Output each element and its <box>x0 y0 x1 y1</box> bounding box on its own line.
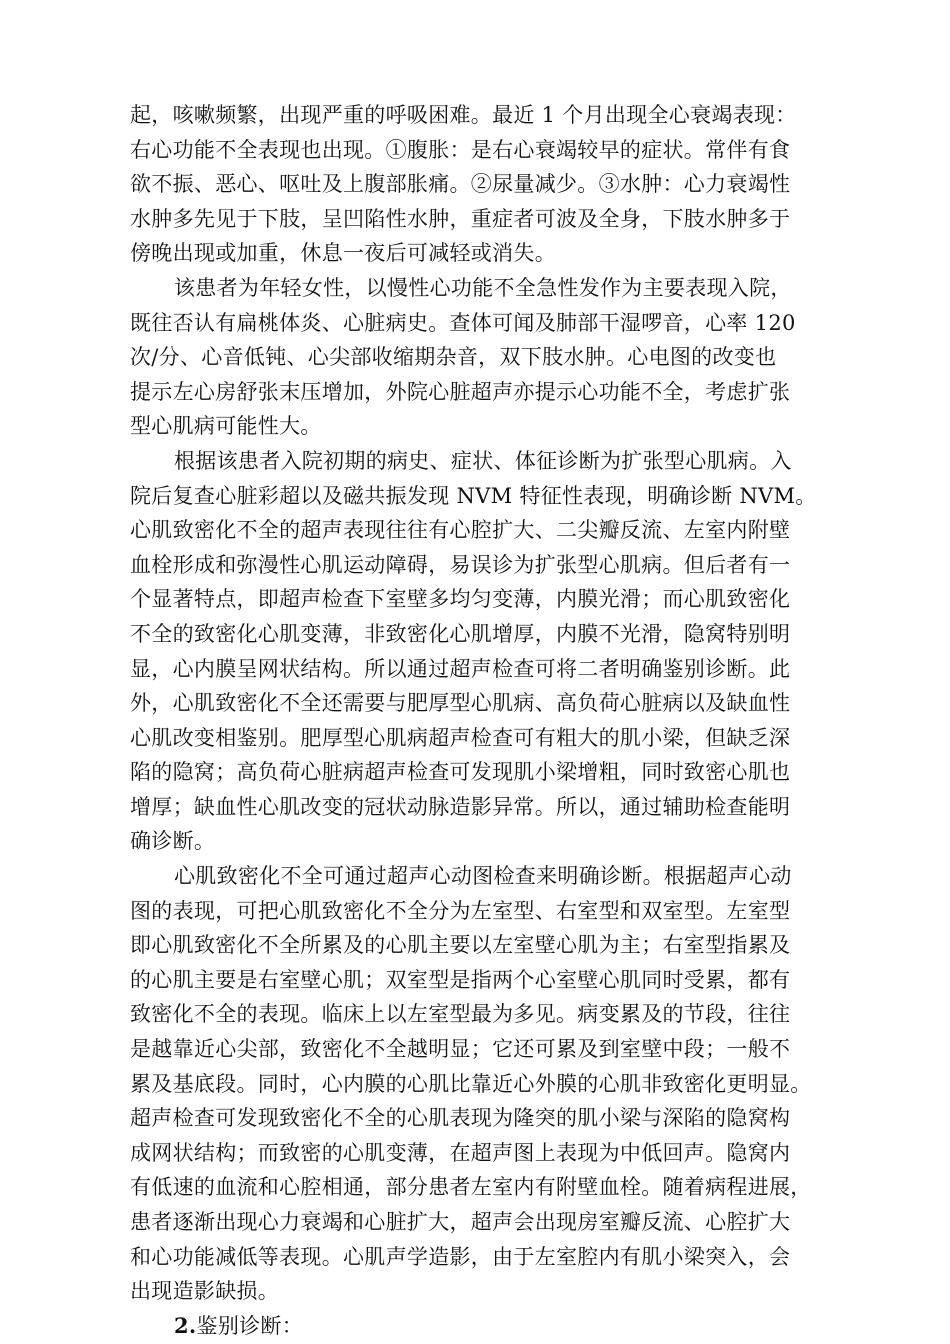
text-line: 欲不振、恶心、呕吐及上腹部胀痛。②尿量减少。③水肿：心力衰竭性 <box>130 172 791 197</box>
text-line: 即心肌致密化不全所累及的心肌主要以左室壁心肌为主；右室型指累及 <box>130 933 791 958</box>
paragraph-1 <box>130 98 830 271</box>
text-line: 陷的隐窝；高负荷心脏病超声检查可发现肌小梁增粗，同时致密心肌也 <box>130 760 791 785</box>
text-line: 院后复查心脏彩超以及磁共振发现 NVM 特征性表现，明确诊断 NVM。 <box>130 483 817 508</box>
text-line: 外，心肌致密化不全还需要与肥厚型心肌病、高负荷心脏病以及缺血性 <box>130 691 791 716</box>
document-body <box>130 98 830 1343</box>
text-line: 水肿多先见于下肢，呈凹陷性水肿，重症者可波及全身，下肢水肿多于 <box>130 206 791 231</box>
text-line: 出现造影缺损。 <box>130 1279 280 1304</box>
text-line: 起，咳嗽频繁，出现严重的呼吸困难。最近 1 个月出现全心衰竭表现： <box>130 103 797 127</box>
text-line: 型心肌病可能性大。 <box>130 414 322 439</box>
paragraph-3 <box>130 444 830 859</box>
paragraph-4 <box>130 859 830 1309</box>
text-line: 血栓形成和弥漫性心肌运动障碍，易误诊为扩张型心肌病。但后者有一 <box>130 552 791 577</box>
text-line: 的心肌主要是右室壁心肌；双室型是指两个心室壁心肌同时受累，都有 <box>130 967 791 992</box>
text-line: 患者逐渐出现心力衰竭和心脏扩大，超声会出现房室瓣反流、心腔扩大 <box>130 1210 791 1234</box>
text-line: 个显著特点，即超声检查下室壁多均匀变薄，内膜光滑；而心肌致密化 <box>130 587 791 612</box>
text-line: 是越靠近心尖部，致密化不全越明显；它还可累及到室壁中段；一般不 <box>130 1037 791 1062</box>
section-number: 2. <box>174 1312 197 1338</box>
text-line: 次/分、心音低钝、心尖部收缩期杂音，双下肢水肿。心电图的改变也 <box>130 345 777 370</box>
text-line: 图的表现，可把心肌致密化不全分为左室型、右室型和双室型。左室型 <box>130 898 791 923</box>
text-line: 心肌改变相鉴别。肥厚型心肌病超声检查可有粗大的肌小梁，但缺乏深 <box>130 725 791 750</box>
text-line: 右心功能不全表现也出现。①腹胀：是右心衰竭较早的症状。常伴有食 <box>130 137 791 162</box>
text-line: 和心功能减低等表现。心肌声学造影，由于左室腔内有肌小梁突入，会 <box>130 1244 791 1269</box>
text-line: 根据该患者入院初期的病史、症状、体征诊断为扩张型心肌病。入 <box>174 448 792 473</box>
text-line: 增厚；缺血性心肌改变的冠状动脉造影异常。所以，通过辅助检查能明 <box>130 794 791 819</box>
text-line: 有低速的血流和心腔相通，部分患者左室内有附壁血栓。随着病程进展， <box>130 1175 812 1200</box>
text-line: 该患者为年轻女性，以慢性心功能不全急性发作为主要表现入院， <box>174 275 792 300</box>
text-line: 显，心内膜呈网状结构。所以通过超声检查可将二者明确鉴别诊断。此 <box>130 656 791 681</box>
text-line: 成网状结构；而致密的心肌变薄，在超声图上表现为中低回声。隐窝内 <box>130 1140 791 1165</box>
text-line: 超声检查可发现致密化不全的心肌表现为隆突的肌小梁与深陷的隐窝构 <box>130 1106 791 1131</box>
section-title: 鉴别诊断： <box>196 1313 304 1338</box>
text-line: 提示左心房舒张末压增加，外院心脏超声亦提示心功能不全，考虑扩张 <box>130 379 791 404</box>
text-line: 既往否认有扁桃体炎、心脏病史。查体可闻及肺部干湿啰音，心率 120 <box>130 310 796 335</box>
text-line: 傍晚出现或加重，休息一夜后可减轻或消失。 <box>130 241 556 266</box>
text-line: 心肌致密化不全可通过超声心动图检查来明确诊断。根据超声心动 <box>174 864 792 889</box>
text-line: 累及基底段。同时，心内膜的心肌比靠近心外膜的心肌非致密化更明显。 <box>130 1071 812 1096</box>
section-heading <box>130 1309 830 1344</box>
text-line: 确诊断。 <box>130 829 216 854</box>
text-line: 不全的致密化心肌变薄，非致密化心肌增厚，内膜不光滑，隐窝特别明 <box>130 621 791 646</box>
paragraph-2 <box>130 271 830 444</box>
text-line: 致密化不全的表现。临床上以左室型最为多见。病变累及的节段，往往 <box>130 1002 791 1027</box>
text-line: 心肌致密化不全的超声表现往往有心腔扩大、二尖瓣反流、左室内附壁 <box>130 518 791 543</box>
